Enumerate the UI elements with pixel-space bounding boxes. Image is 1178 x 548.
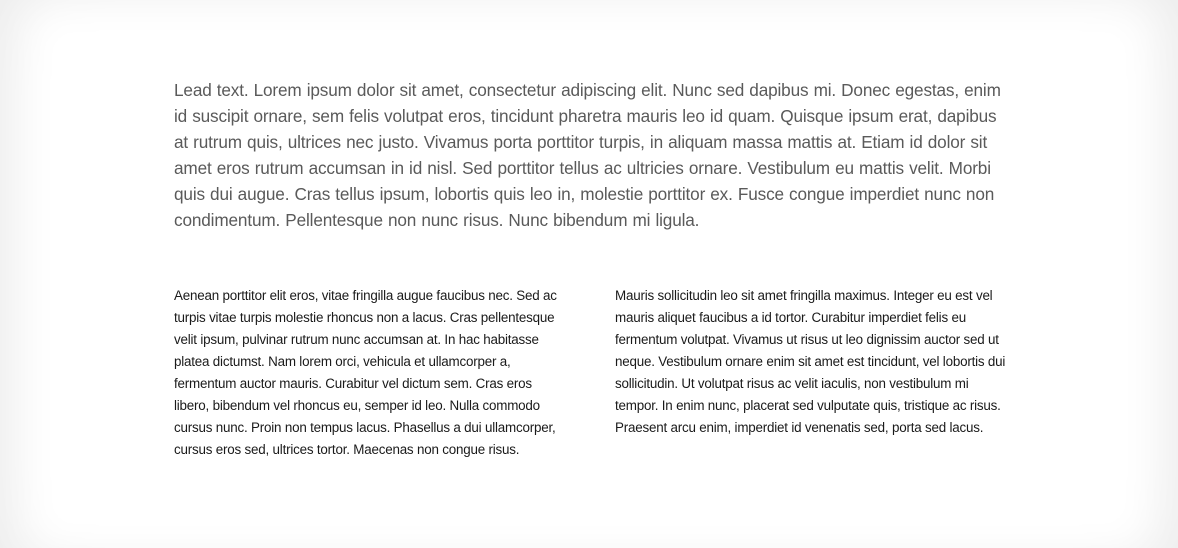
body-column-right: Mauris sollicitudin leo sit amet fringilla maximus. Integer eu est vel mauris aliquet faucibus a id tortor. Curabitur imperdiet felis eu fermentum volutpat. Vivamus ut risus ut leo dignissim auctor sed ut neque. Vestibulum ornare enim sit amet est tincidunt, vel lobortis dui sollicitudin. Ut volutpat risus ac velit iaculis, non vestibulum mi tempor. In enim nunc, placerat sed vulputate quis, tristique ac risus. Praesent arcu enim, imperdiet id venenatis sed, porta sed lacus.: [615, 288, 1006, 435]
body-column-left: Aenean porttitor elit eros, vitae fringilla augue faucibus nec. Sed ac turpis vitae turpis molestie rhoncus non a lacus. Cras pellentesque velit ipsum, pulvinar rutrum nunc accumsan at. In hac habitasse platea dictumst. Nam lorem orci, vehicula et ullamcorper a, fermentum auctor mauris. Curabitur vel dictum sem. Cras eros libero, bibendum vel rhoncus eu, semper id leo. Nulla commodo cursus nunc. Proin non tempus lacus. Phasellus a dui ullamcorper, cursus eros sed, ultrices tortor. Maecenas non congue risus.: [174, 288, 557, 457]
lead-paragraph: Lead text. Lorem ipsum dolor sit amet, consectetur adipiscing elit. Nunc sed dapibus mi. Donec egestas, enim id suscipit ornare, sem felis volutpat eros, tincidunt pharetra mauris leo id quam. Quisque ipsum erat, dapibus at rutrum quis, ultrices nec justo. Vivamus porta porttitor turpis, in aliquam massa mattis at. Etiam id dolor sit amet eros rutrum accumsan in id nisl. Sed porttitor tellus ac ultricies ornare. Vestibulum eu mattis velit. Morbi quis dui augue. Cras tellus ipsum, lobortis quis leo in, molestie porttitor ex. Fusce congue imperdiet nunc non condimentum. Pellentesque non nunc risus. Nunc bibendum mi ligula.: [174, 80, 1001, 230]
